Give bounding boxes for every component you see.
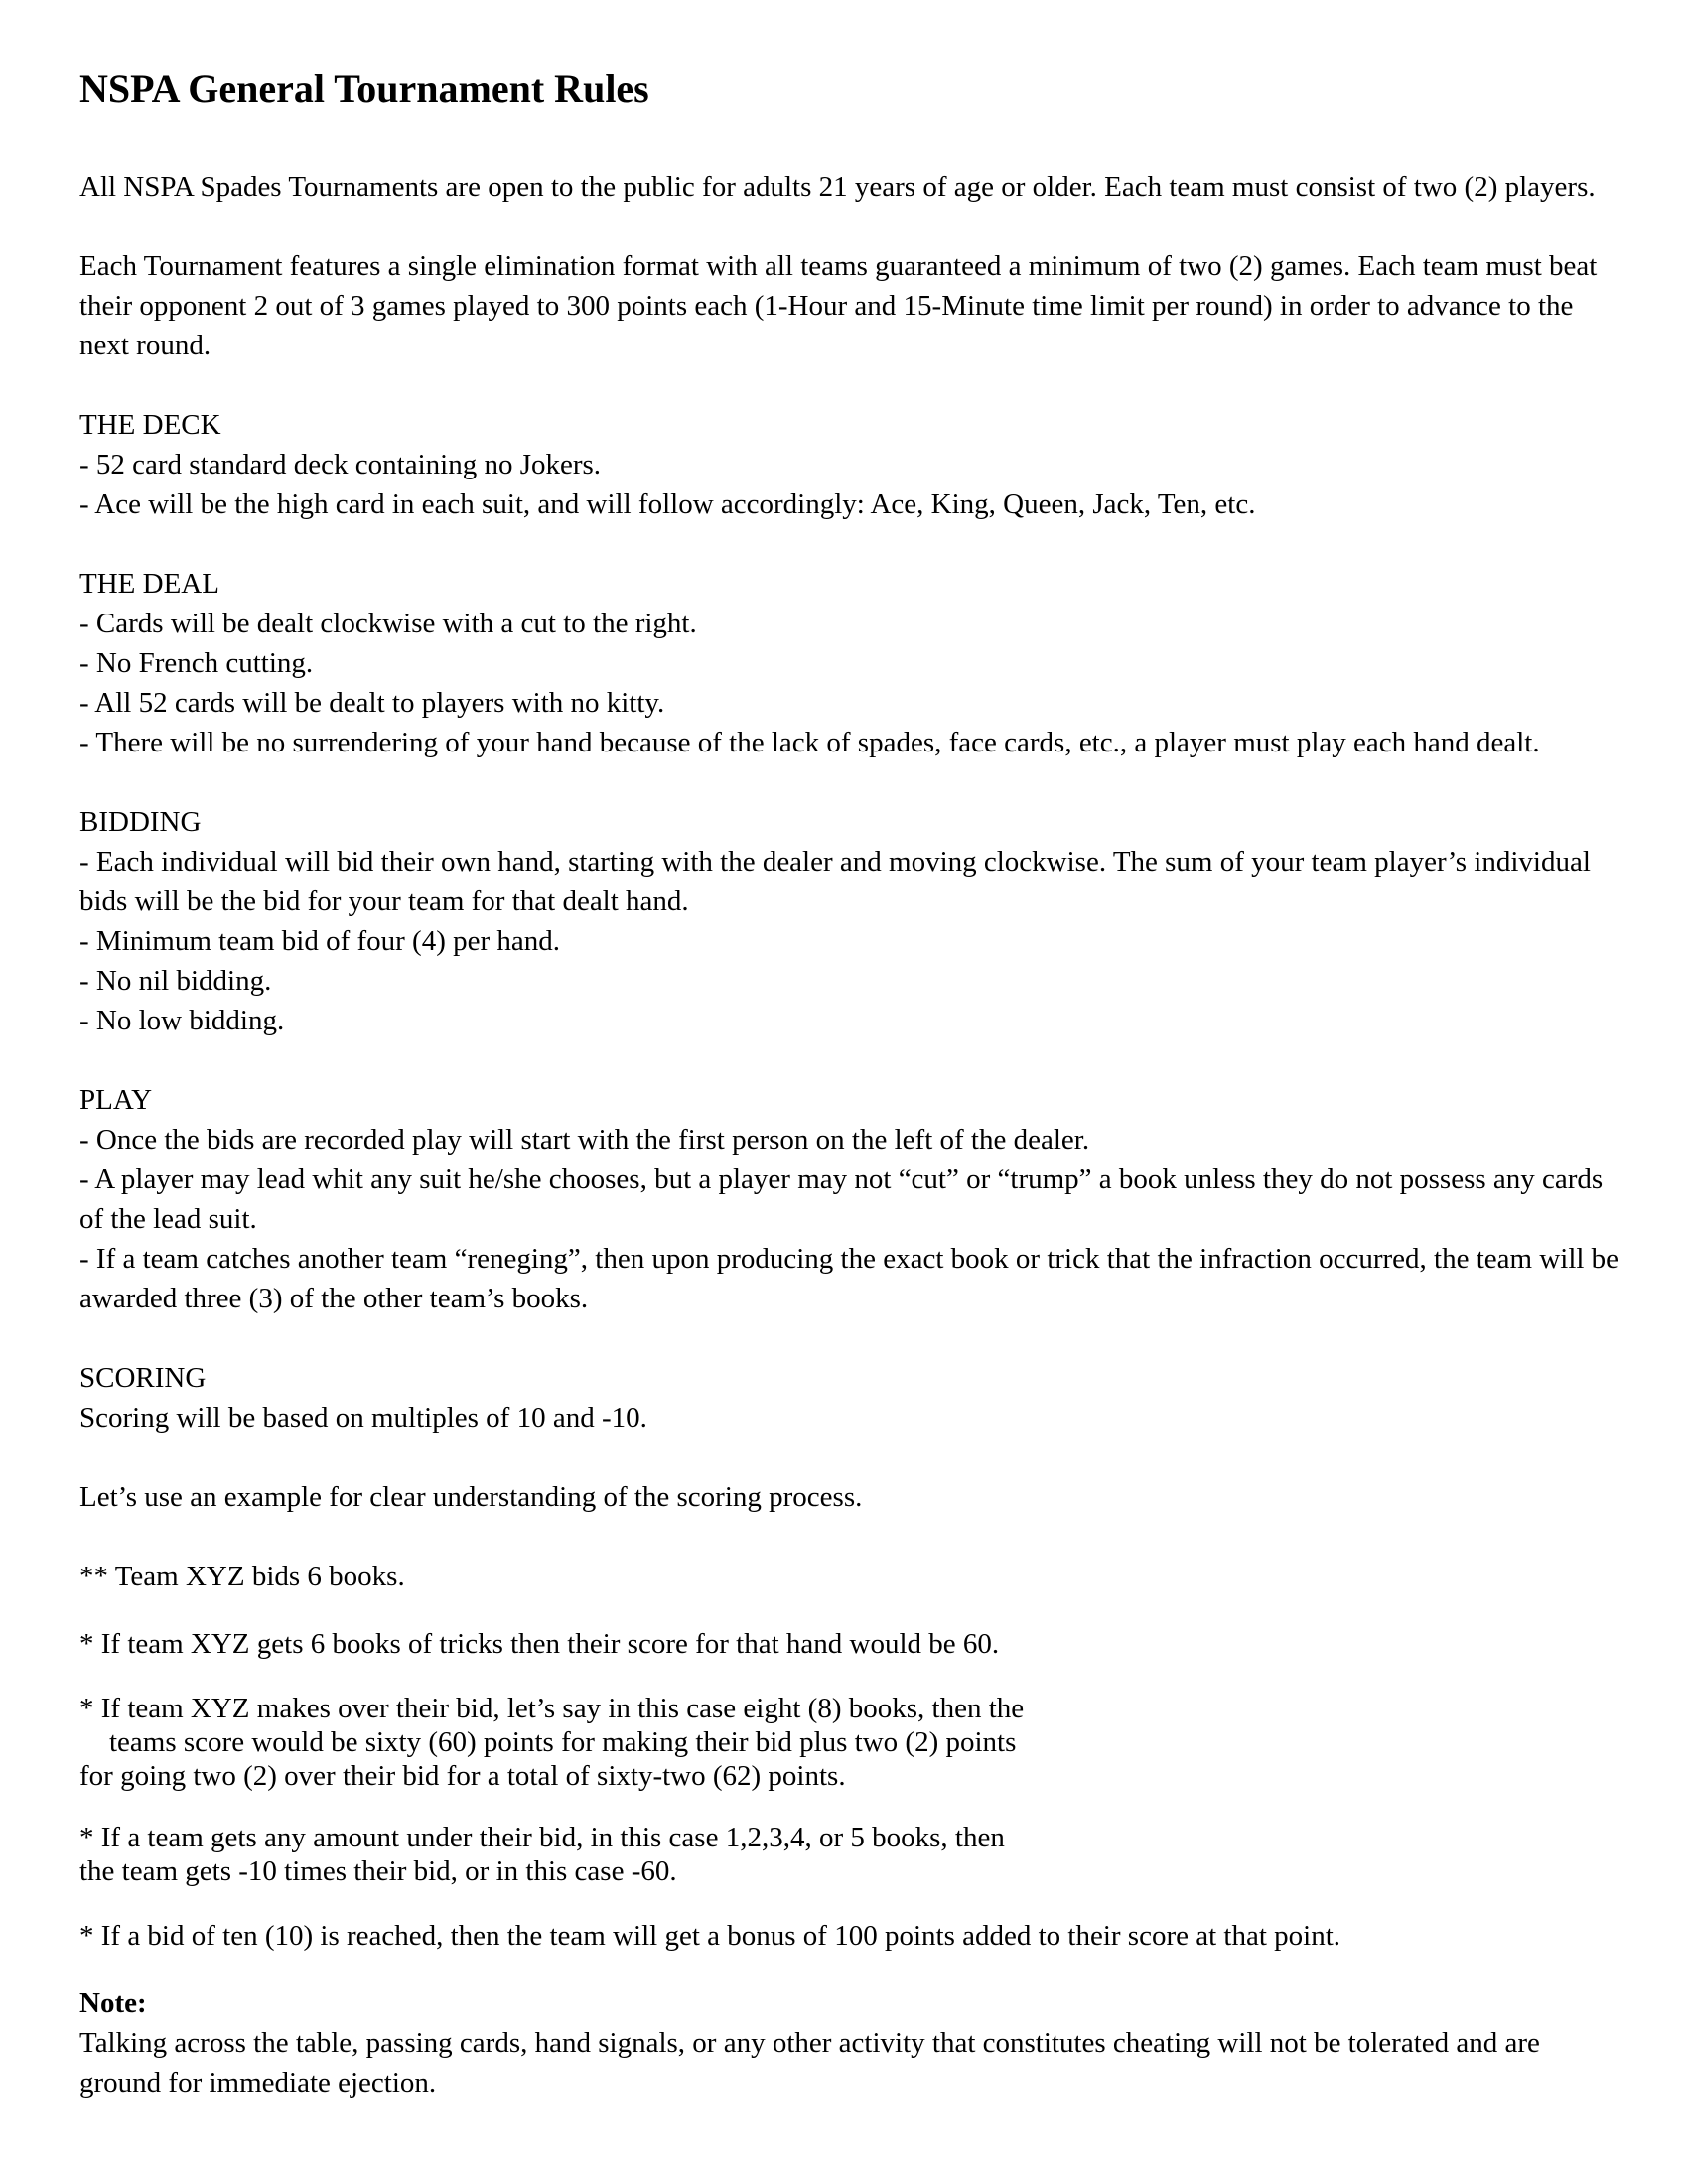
scoring-over-line: for going two (2) over their bid for a total of sixty-two (62) points. — [79, 1760, 846, 1792]
scoring-over-line: teams score would be sixty (60) points for making their bid plus two (2) points — [109, 1726, 1017, 1758]
rule-item: - All 52 cards will be dealt to players with no kitty. — [79, 687, 665, 719]
scoring-exact: * If team XYZ gets 6 books of tricks then their score for that hand would be 60. — [79, 1628, 1000, 1660]
rule-item: - Once the bids are recorded play will start with the first person on the left of the dealer. — [79, 1124, 1090, 1156]
note-text: Talking across the table, passing cards, hand signals, or any other activity that constitutes cheating will not be tolerated and are ground for immediate ejection. — [79, 2027, 1540, 2099]
section-play — [79, 1080, 1628, 1318]
scoring-under-line: the team gets -10 times their bid, or in this case -60. — [79, 1855, 677, 1887]
section-heading: THE DECK — [79, 409, 221, 441]
rule-item: - There will be no surrendering of your hand because of the lack of spades, face cards, etc., a player must play each hand dealt. — [79, 727, 1540, 758]
section-heading: BIDDING — [79, 806, 202, 838]
rule-item: - A player may lead whit any suit he/she chooses, but a player may not “cut” or “trump” a book unless they do not possess any cards of the lead suit. — [79, 1163, 1604, 1235]
section-scoring — [79, 1358, 1628, 1956]
scoring-under-line: * If a team gets any amount under their bid, in this case 1,2,3,4, or 5 books, then — [79, 1822, 1005, 1853]
rule-item: - 52 card standard deck containing no Jokers. — [79, 449, 602, 480]
scoring-over-line: * If team XYZ makes over their bid, let’s say in this case eight (8) books, then the — [79, 1693, 1025, 1724]
scoring-example-intro: Let’s use an example for clear understanding of the scoring process. — [79, 1481, 863, 1513]
document-page — [79, 64, 1628, 2103]
section-heading: PLAY — [79, 1084, 153, 1116]
scoring-over — [79, 1692, 1628, 1793]
scoring-under — [79, 1821, 1628, 1888]
document-title: NSPA General Tournament Rules — [79, 67, 649, 111]
section-heading: THE DEAL — [79, 568, 219, 600]
section-heading: SCORING — [79, 1362, 207, 1394]
section-bidding — [79, 802, 1628, 1040]
scoring-basis: Scoring will be based on multiples of 10 and -10. — [79, 1402, 647, 1433]
intro-eligibility: All NSPA Spades Tournaments are open to the public for adults 21 years of age or older. Each team must consist of two (2) players. — [79, 171, 1596, 203]
section-deal — [79, 564, 1628, 762]
rule-item: - Ace will be the high card in each suit, and will follow accordingly: Ace, King, Queen, Jack, Ten, etc. — [79, 488, 1256, 520]
rule-item: - No French cutting. — [79, 647, 314, 679]
rule-item: - Each individual will bid their own hand, starting with the dealer and moving clockwise. The sum of your team player’s individual bids will be the bid for your team for that dealt hand. — [79, 846, 1591, 917]
note-label: Note: — [79, 1987, 147, 2019]
rule-item: - Minimum team bid of four (4) per hand. — [79, 925, 561, 957]
scoring-bonus: * If a bid of ten (10) is reached, then the team will get a bonus of 100 points added to their score at that point. — [79, 1920, 1341, 1952]
rule-item: - No nil bidding. — [79, 965, 272, 997]
rule-item: - If a team catches another team “reneging”, then upon producing the exact book or trick that the infraction occurred, the team will be awarded three (3) of the other team’s books. — [79, 1243, 1619, 1314]
note-block — [79, 1983, 1628, 2103]
scoring-bid-line: ** Team XYZ bids 6 books. — [79, 1561, 405, 1592]
section-deck — [79, 405, 1628, 524]
rule-item: - No low bidding. — [79, 1005, 285, 1036]
rule-item: - Cards will be dealt clockwise with a cut to the right. — [79, 608, 697, 639]
intro-format: Each Tournament features a single elimination format with all teams guaranteed a minimum of two (2) games. Each team must beat their opponent 2 out of 3 games played to 300 points each (1-Hour and 15-Minute time limit per round) in order to advance to the next round. — [79, 250, 1598, 361]
